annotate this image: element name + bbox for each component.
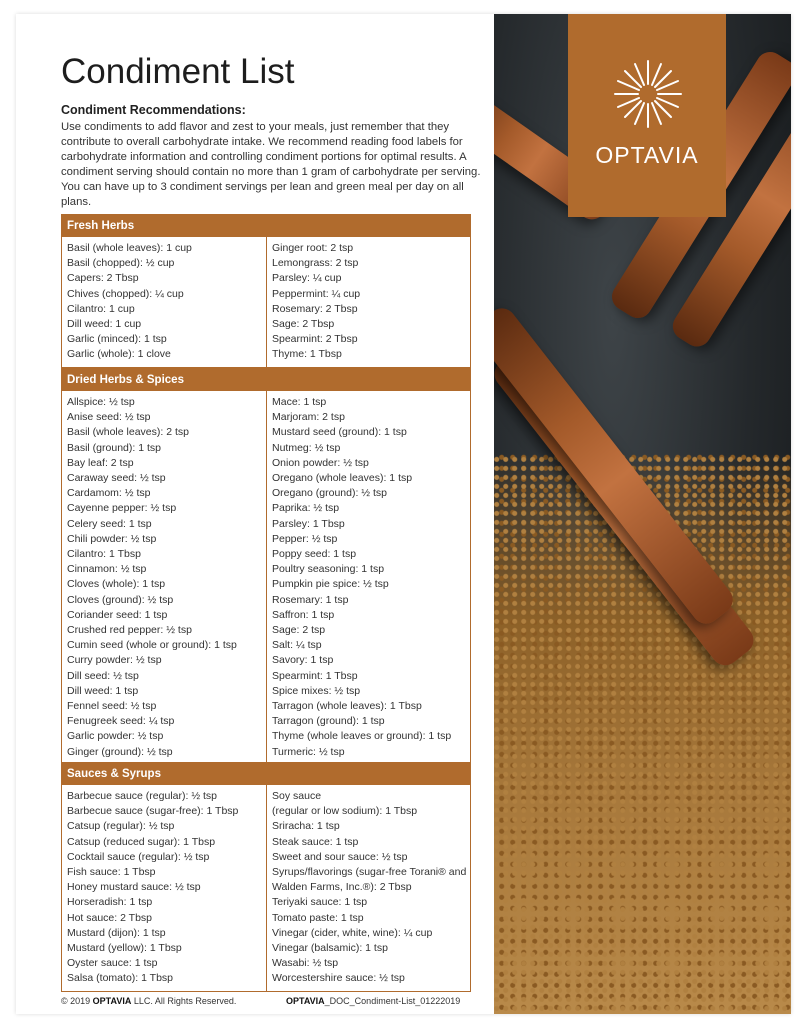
list-item: Caraway seed: ½ tsp (67, 472, 166, 485)
list-item: Spearmint: 1 Tbsp (272, 669, 358, 682)
list-item: Honey mustard sauce: ½ tsp (67, 881, 201, 894)
list-item: Mustard (dijon): 1 tsp (67, 926, 166, 939)
list-item: Horseradish: 1 tsp (67, 896, 153, 909)
doc-brand: OPTAVIA (286, 996, 325, 1006)
list-item: Fish sauce: 1 Tbsp (67, 866, 156, 879)
list-item: Tomato paste: 1 tsp (272, 911, 364, 924)
list-item: Wasabi: ½ tsp (272, 957, 339, 970)
list-column-right (266, 391, 470, 764)
list-item: Spice mixes: ½ tsp (272, 684, 361, 697)
list-item: Garlic (minced): 1 tsp (67, 333, 167, 346)
list-item: Onion powder: ½ tsp (272, 456, 369, 469)
copyright-prefix: © 2019 (61, 996, 91, 1006)
list-item: Basil (whole leaves): 2 tsp (67, 426, 189, 439)
list-item: Poultry seasoning: 1 tsp (272, 563, 385, 576)
list-item: Steak sauce: 1 tsp (272, 835, 359, 848)
list-item: Mustard seed (ground): 1 tsp (272, 426, 407, 439)
recommendations-heading: Condiment Recommendations: (61, 103, 246, 117)
list-item: Cloves (whole): 1 tsp (67, 578, 166, 591)
sunburst-logo-icon (612, 58, 684, 130)
brand-logo-panel (568, 14, 726, 217)
list-item: Dill weed: 1 tsp (67, 684, 139, 697)
list-item: Allspice: ½ tsp (67, 396, 135, 408)
list-item: Lemongrass: 2 tsp (272, 257, 359, 270)
list-item: Oregano (whole leaves): 1 tsp (272, 472, 413, 485)
list-item: Sweet and sour sauce: ½ tsp (272, 850, 408, 863)
list-item: Capers: 2 Tbsp (67, 272, 139, 285)
list-item: Pumpkin pie spice: ½ tsp (272, 578, 389, 591)
list-column-left (62, 391, 266, 764)
list-item: Chives (chopped): ¼ cup (67, 287, 184, 300)
brand-logo-text: OPTAVIA (595, 142, 699, 168)
list-item: Curry powder: ½ tsp (67, 654, 162, 667)
list-item: Cloves (ground): ½ tsp (67, 593, 174, 606)
list-item: Dill seed: ½ tsp (67, 669, 139, 682)
list-item: Spearmint: 2 Tbsp (272, 333, 358, 346)
list-item: Rosemary: 2 Tbsp (272, 302, 358, 315)
list-item: Garlic (whole): 1 clove (67, 348, 171, 361)
list-item: Fenugreek seed: ¼ tsp (67, 715, 175, 728)
list-item: Parsley: 1 Tbsp (272, 517, 345, 530)
list-item: Cardamom: ½ tsp (67, 487, 151, 500)
list-item: Worcestershire sauce: ½ tsp (272, 972, 405, 985)
section-header: Fresh Herbs (62, 215, 470, 237)
list-item: Oregano (ground): ½ tsp (272, 487, 387, 500)
section-sauces-syrups (61, 762, 471, 992)
section-fresh-herbs (61, 214, 471, 368)
list-item: Vinegar (cider, white, wine): ¼ cup (272, 926, 433, 939)
list-item: Thyme (whole leaves or ground): 1 tsp (272, 730, 452, 743)
list-item: Soy sauce (272, 790, 322, 802)
list-item: Peppermint: ¼ cup (272, 287, 361, 300)
list-item: Basil (chopped): ½ cup (67, 257, 175, 270)
list-column-right (266, 237, 470, 367)
list-item: Paprika: ½ tsp (272, 502, 340, 515)
list-item: Fennel seed: ½ tsp (67, 700, 157, 713)
list-item: Cilantro: 1 cup (67, 302, 135, 315)
list-item: Parsley: ¼ cup (272, 272, 342, 285)
list-item: Salt: ¼ tsp (272, 639, 322, 652)
list-column-left (62, 237, 266, 367)
list-item: Oyster sauce: 1 tsp (67, 957, 158, 970)
list-item: Celery seed: 1 tsp (67, 517, 152, 530)
list-item: Catsup (regular): ½ tsp (67, 820, 175, 833)
list-item: Mace: 1 tsp (272, 396, 327, 408)
list-column-left (62, 785, 266, 991)
list-item: Ginger (ground): ½ tsp (67, 745, 173, 758)
list-item: Nutmeg: ½ tsp (272, 441, 341, 454)
list-item: Mustard (yellow): 1 Tbsp (67, 942, 182, 955)
list-item: Rosemary: 1 tsp (272, 593, 349, 606)
list-item: Tarragon (ground): 1 tsp (272, 715, 385, 728)
list-item: Dill weed: 1 cup (67, 318, 142, 331)
list-item: Turmeric: ½ tsp (272, 745, 345, 758)
list-item: Cumin seed (whole or ground): 1 tsp (67, 639, 237, 652)
list-item: (regular or low sodium): 1 Tbsp (272, 805, 418, 818)
list-item: Crushed red pepper: ½ tsp (67, 624, 192, 637)
list-item: Thyme: 1 Tbsp (272, 348, 342, 361)
list-item: Pepper: ½ tsp (272, 532, 338, 545)
copyright-brand: OPTAVIA (92, 996, 132, 1006)
document-id-footer (286, 996, 460, 1006)
list-item: Sage: 2 Tbsp (272, 318, 335, 331)
list-item: Syrups/flavorings (sugar-free Torani® and (272, 866, 467, 879)
list-item: Savory: 1 tsp (272, 654, 334, 667)
section-header: Sauces & Syrups (62, 763, 470, 785)
list-column-right (266, 785, 470, 991)
list-item: Sriracha: 1 tsp (272, 820, 340, 833)
list-item: Teriyaki sauce: 1 tsp (272, 896, 368, 909)
list-item: Walden Farms, Inc.®): 2 Tbsp (272, 881, 412, 894)
list-item: Basil (whole leaves): 1 cup (67, 242, 192, 254)
list-item: Cilantro: 1 Tbsp (67, 548, 141, 561)
list-item: Saffron: 1 tsp (272, 608, 335, 621)
list-item: Barbecue sauce (sugar-free): 1 Tbsp (67, 805, 239, 818)
section-header: Dried Herbs & Spices (62, 369, 470, 391)
list-item: Barbecue sauce (regular): ½ tsp (67, 790, 217, 802)
list-item: Ginger root: 2 tsp (272, 242, 354, 254)
list-item: Basil (ground): 1 tsp (67, 441, 161, 454)
list-item: Poppy seed: 1 tsp (272, 548, 357, 561)
list-item: Catsup (reduced sugar): 1 Tbsp (67, 835, 216, 848)
doc-id: _DOC_Condiment-List_01222019 (324, 996, 461, 1006)
list-item: Tarragon (whole leaves): 1 Tbsp (272, 700, 422, 713)
list-item: Garlic powder: ½ tsp (67, 730, 164, 743)
copyright-footer (61, 996, 236, 1006)
list-item: Chili powder: ½ tsp (67, 532, 157, 545)
list-item: Bay leaf: 2 tsp (67, 456, 134, 469)
list-item: Cocktail sauce (regular): ½ tsp (67, 850, 210, 863)
list-item: Marjoram: 2 tsp (272, 411, 345, 424)
list-item: Hot sauce: 2 Tbsp (67, 911, 153, 924)
list-item: Anise seed: ½ tsp (67, 411, 151, 424)
list-item: Cinnamon: ½ tsp (67, 563, 147, 576)
list-item: Vinegar (balsamic): 1 tsp (272, 942, 388, 955)
list-item: Salsa (tomato): 1 Tbsp (67, 972, 174, 985)
list-item: Cayenne pepper: ½ tsp (67, 502, 177, 515)
copyright-suffix: LLC. All Rights Reserved. (133, 996, 237, 1006)
section-dried-herbs-spices (61, 368, 471, 765)
recommendations-text: Use condiments to add flavor and zest to your meals, just remember that they contribute to overall carbohydrate intake. We recommend reading food labels for carbohydrate information and controlling condiment portions for optimal results. A condiment serving should contain no more than 1 gram of carbohydrate per serving. You can have up to 3 condiment servings per lean and green meal per day on all plans. (61, 121, 481, 208)
list-item: Coriander seed: 1 tsp (67, 608, 168, 621)
page-title: Condiment List (61, 52, 295, 91)
list-item: Sage: 2 tsp (272, 624, 326, 637)
